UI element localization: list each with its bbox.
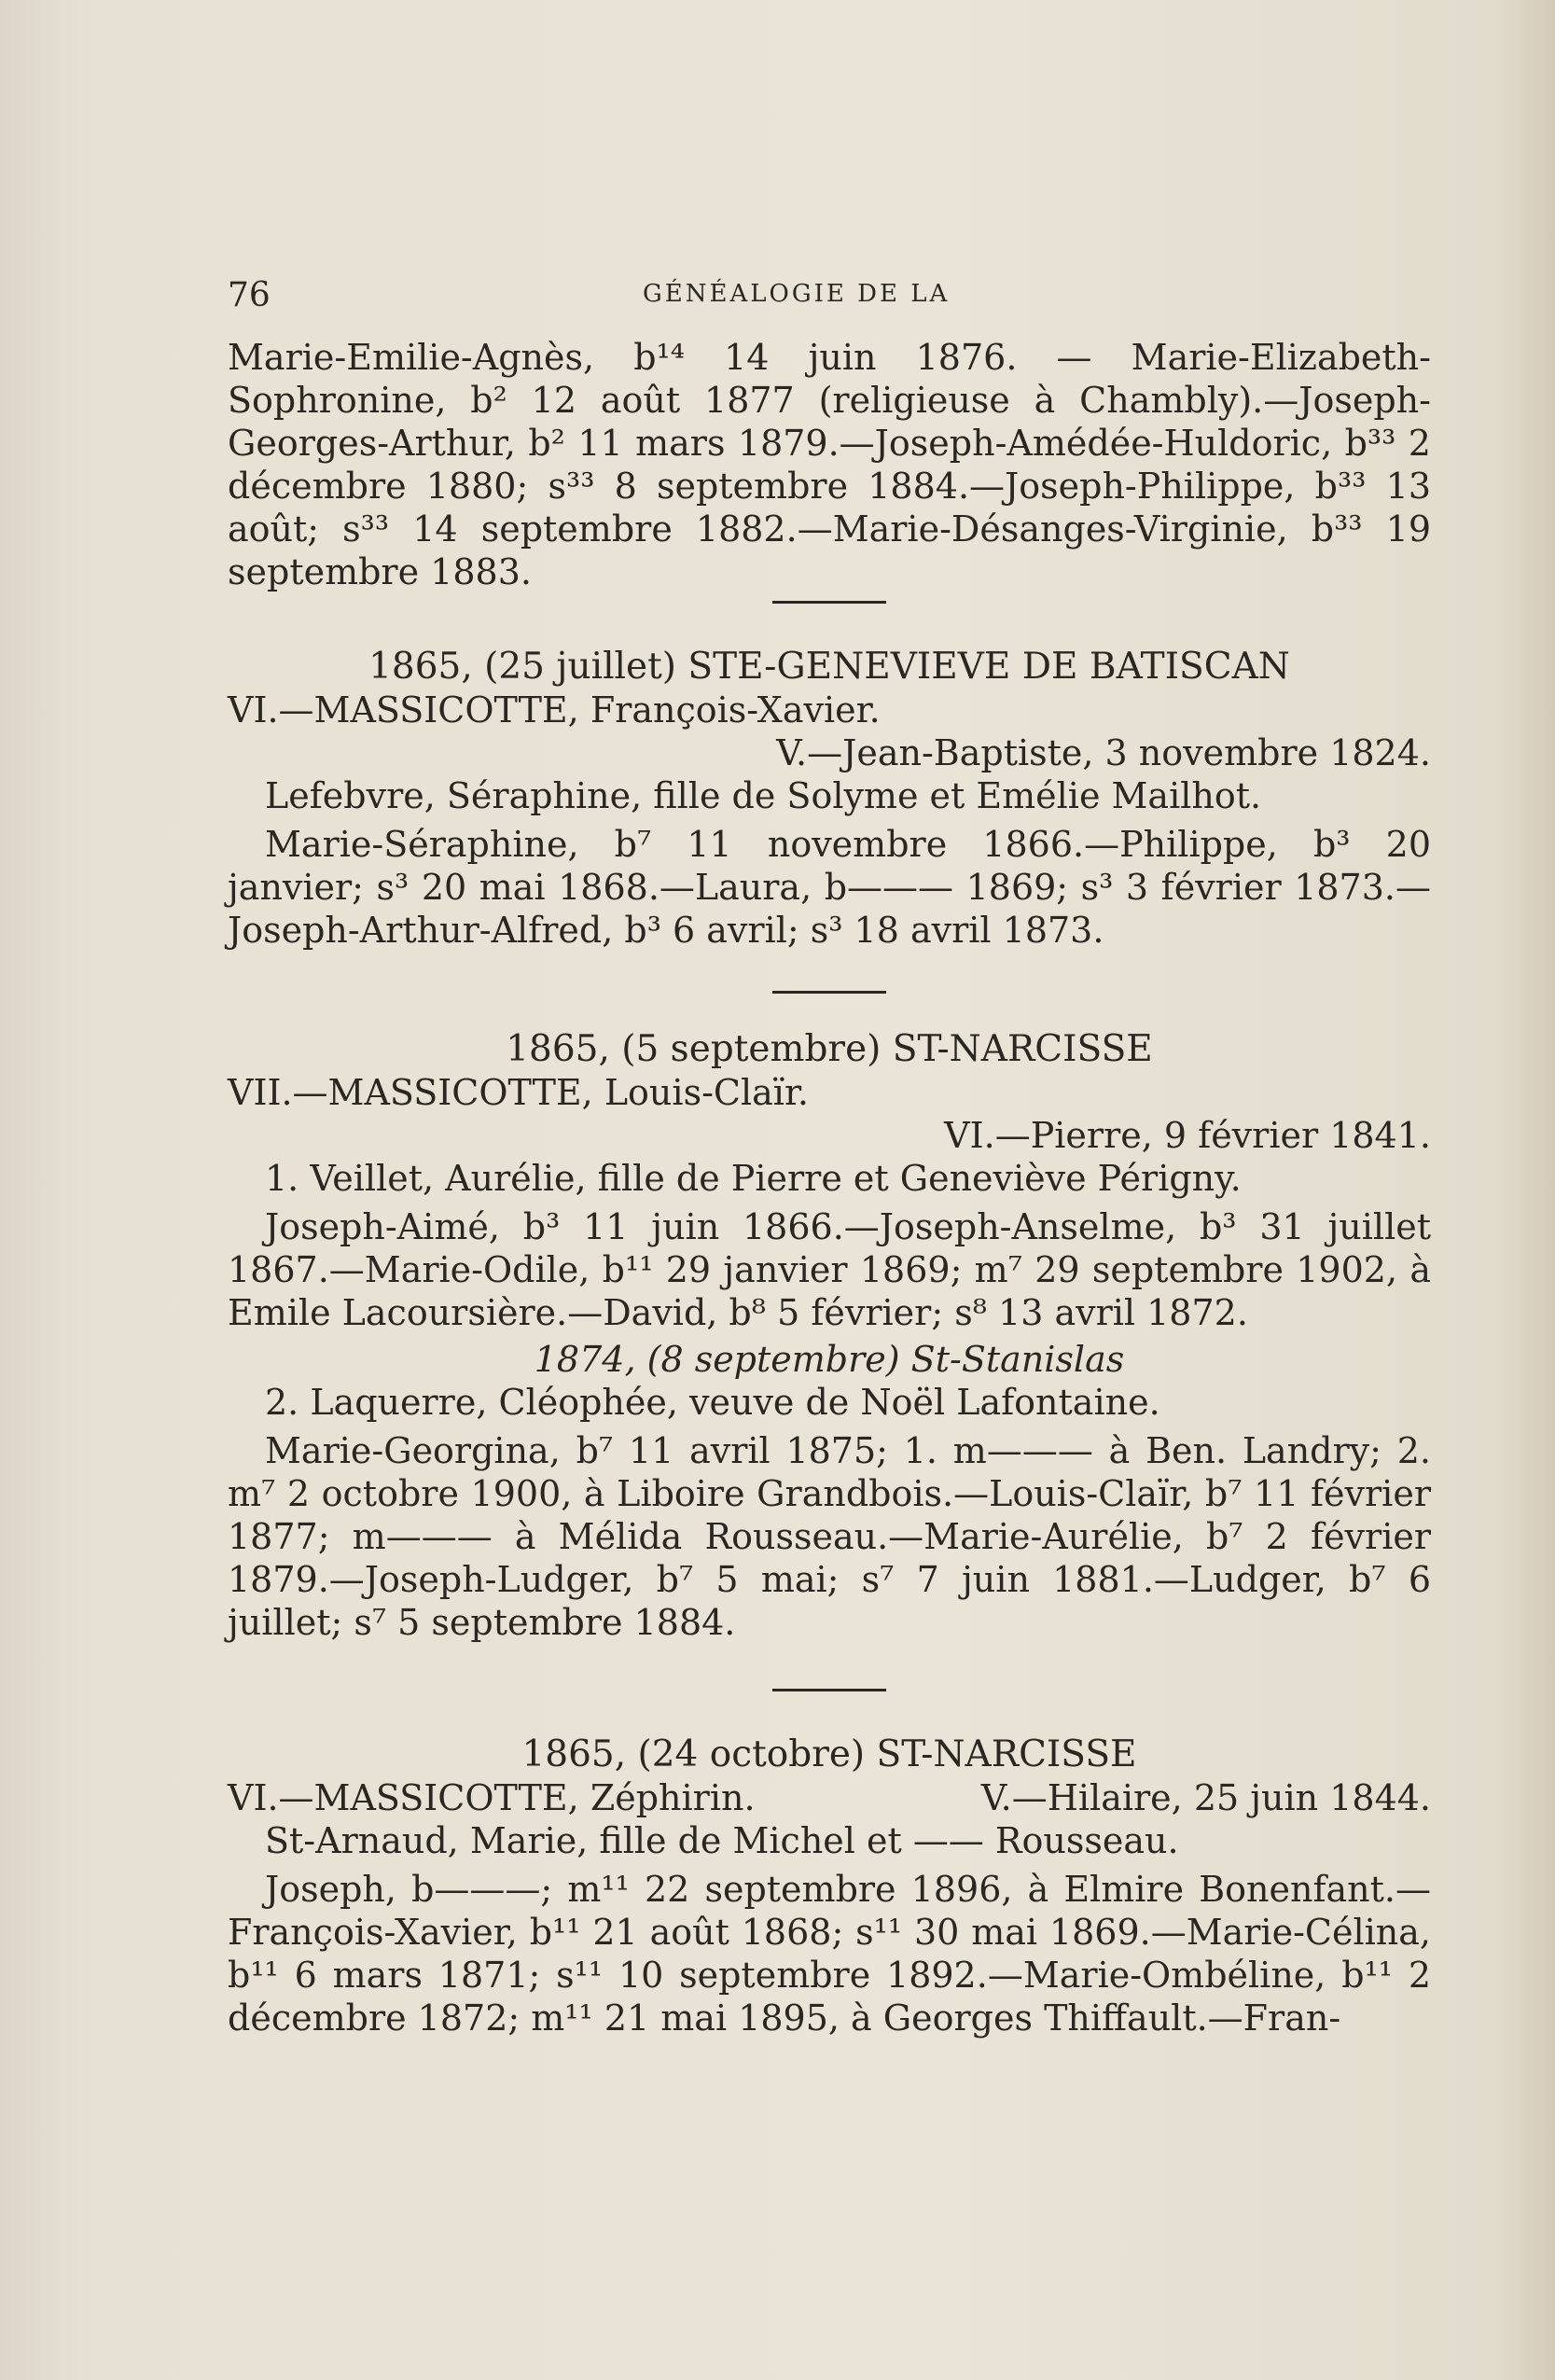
husband-line: VII.—MASSICOTTE, Louis-Claïr. — [228, 1072, 810, 1113]
husband-line: VI.—MASSICOTTE, Zéphirin. — [228, 1777, 756, 1818]
marriage-date-place: 1865, (25 juillet) STE-GENEVIEVE DE BATISCAN — [368, 646, 1290, 688]
separator-rule — [228, 991, 1431, 994]
entry-continuation — [228, 336, 1431, 593]
wife-line: St-Arnaud, Marie, fille de Michel et —— Rousseau. — [265, 1820, 1179, 1861]
marriage-entry — [228, 646, 1431, 952]
children-list: Joseph-Aimé, b³ 11 juin 1866.—Joseph-Anselme, b³ 31 juillet 1867.—Marie-Odile, b¹¹ 29 janvier 1869; m⁷ 29 septembre 1902, à Emile Lacoursière.—David, b⁸ 5 février; s⁸ 13 avril 1872. — [228, 1206, 1431, 1333]
running-head: GÉNÉALOGIE DE LA — [643, 280, 951, 308]
children-list: Joseph, b———; m¹¹ 22 septembre 1896, à Elmire Bonenfant.—François-Xavier, b¹¹ 21 août 1868; s¹¹ 30 mai 1869.—Marie-Célina, b¹¹ 6 mars 1871; s¹¹ 10 septembre 1892.—Marie-Ombéline, b¹¹ 2 décembre 1872; m¹¹ 21 mai 1895, à Georges Thiffault.—Fran- — [228, 1869, 1431, 2039]
first-wife-line: 1. Veillet, Aurélie, fille de Pierre et Geneviève Périgny. — [265, 1158, 1242, 1199]
marriage-entry — [228, 1028, 1431, 1644]
father-line: V.—Jean-Baptiste, 3 novembre 1824. — [776, 732, 1431, 773]
wife-line: Lefebvre, Séraphine, fille de Solyme et Emélie Mailhot. — [265, 775, 1262, 816]
father-line: V.—Hilaire, 25 juin 1844. — [980, 1777, 1431, 1818]
father-line: VI.—Pierre, 9 février 1841. — [944, 1115, 1431, 1156]
page-number: 76 — [228, 276, 271, 314]
page-header — [228, 276, 1431, 323]
marriage-entry — [228, 1733, 1431, 2039]
marriage-date-place: 1865, (5 septembre) ST-NARCISSE — [506, 1028, 1153, 1070]
children-list: Marie-Georgina, b⁷ 11 avril 1875; 1. m——— à Ben. Landry; 2. m⁷ 2 octobre 1900, à Liboire Grandbois.—Louis-Claïr, b⁷ 11 février 1877; m——— à Mélida Rousseau.—Marie-Aurélie, b⁷ 2 février 1879.—Joseph-Ludger, b⁷ 5 mai; s⁷ 7 juin 1881.—Ludger, b⁷ 6 juillet; s⁷ 5 septembre 1884. — [228, 1430, 1431, 1643]
second-wife-line: 2. Laquerre, Cléophée, veuve de Noël Lafontaine. — [265, 1382, 1160, 1423]
husband-father-row — [228, 1776, 1431, 1819]
children-list: Marie-Emilie-Agnès, b¹⁴ 14 juin 1876. — Marie-Elizabeth-Sophronine, b² 12 août 1877 (religieuse à Chambly).—Joseph-Georges-Arthur, b² 11 mars 1879.—Joseph-Amédée-Huldoric, b³³ 2 décembre 1880; s³³ 8 septembre 1884.—Joseph-Philippe, b³³ 13 août; s³³ 14 septembre 1882.—Marie-Désanges-Virginie, b³³ 19 septembre 1883. — [228, 337, 1431, 592]
children-list: Marie-Séraphine, b⁷ 11 novembre 1866.—Philippe, b³ 20 janvier; s³ 20 mai 1868.—Laura, b——— 1869; s³ 3 février 1873.—Joseph-Arthur-Alfred, b³ 6 avril; s³ 18 avril 1873. — [228, 824, 1431, 951]
second-marriage-date: 1874, (8 septembre) St-Stanislas — [534, 1339, 1125, 1380]
marriage-date-place: 1865, (24 octobre) ST-NARCISSE — [521, 1733, 1137, 1775]
husband-line: VI.—MASSICOTTE, François-Xavier. — [228, 689, 881, 731]
separator-rule — [228, 601, 1431, 604]
separator-rule — [228, 1689, 1431, 1691]
